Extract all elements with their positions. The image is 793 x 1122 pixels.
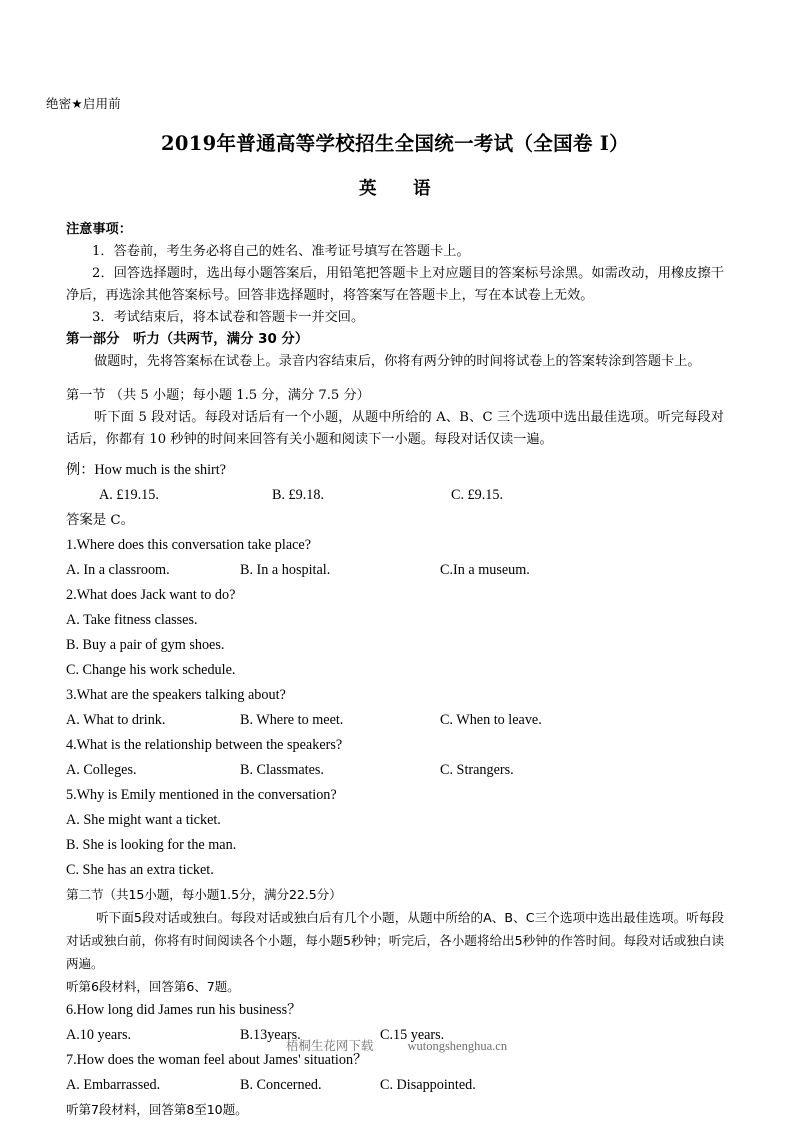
page-title: 2019年普通高等学校招生全国统一考试（全国卷 I） (161, 132, 629, 155)
notice-heading: 注意事项： (66, 222, 132, 237)
footer-label: 梧桐生花网下载 (285, 1038, 374, 1053)
question-3-option-a: A. What to drink. (66, 712, 166, 728)
question-7-stem: 7.How does the woman feel about James' situation？ (66, 1052, 368, 1068)
question-7-option-a: A. Embarrassed. (66, 1077, 161, 1093)
question-2-option-a: A. Take fitness classes. (66, 612, 198, 628)
part-one-intro: 做题时，先将答案标在试卷上。录音内容结束后，你将有两分钟的时间将试卷上的答案转涂到答题卡上。 (94, 354, 701, 369)
question-5-stem: 5.Why is Emily mentioned in the conversation? (66, 787, 337, 803)
question-5-option-b: B. She is looking for the man. (66, 837, 237, 853)
question-6-option-c: C.15 years. (380, 1027, 445, 1043)
section-two-intro: 听下面5段对话或独白。每段对话或独白后有几个小题，从题中所给的A、B、C三个选项中选出最佳选项。听每段对话或独白前，你将有时间阅读各个小题，每小题5秒钟；听完后，各小题将给出5秒钟的作答时间。每段对话或独白读两遍。 (66, 910, 724, 971)
notice-item-2 (66, 263, 724, 307)
question-7-options (66, 1073, 724, 1098)
question-1-options (66, 558, 724, 583)
question-4-stem: 4.What is the relationship between the speakers? (66, 737, 343, 753)
section-two-heading: 第二节（共15小题，每小题1.5分，满分22.5分） (66, 887, 342, 902)
example-option-a: A. £19.15. (99, 487, 159, 503)
question-1-option-c: C.In a museum. (440, 562, 530, 578)
subject-title: 英 语 (359, 179, 431, 199)
example-answer: 答案是 C。 (66, 513, 135, 528)
section-two-cue-seven: 听第7段材料，回答第8至10题。 (66, 1102, 248, 1117)
section-two-cue-six: 听第6段材料，回答第6、7题。 (66, 979, 240, 994)
question-4-options (66, 758, 724, 783)
classified-notice: 绝密★启用前 (46, 96, 121, 111)
question-4-option-a: A. Colleges. (66, 762, 137, 778)
question-3-options (66, 708, 724, 733)
question-1-stem: 1.Where does this conversation take place? (66, 537, 312, 553)
notice-item-1 (66, 241, 724, 263)
section-one-intro: 听下面 5 段对话。每段对话后有一个小题，从题中所给的 A、B、C 三个选项中选出最佳选项。听完每段对话后，你都有 10 秒钟的时间来回答有关小题和阅读下一小题。每段对话仅读一遍。 (66, 410, 724, 447)
question-1-option-b: B. In a hospital. (240, 562, 331, 578)
example-stem: 例：How much is the shirt? (66, 462, 226, 478)
page-footer (0, 1036, 793, 1054)
question-2-option-c: C. Change his work schedule. (66, 662, 236, 678)
section-one-heading: 第一节 （共 5 小题；每小题 1.5 分，满分 7.5 分） (66, 388, 370, 403)
page-content (46, 95, 724, 1121)
question-6-option-a: A.10 years. (66, 1027, 132, 1043)
question-4-option-b: B. Classmates. (240, 762, 324, 778)
footer-site: wutongshenghua.cn (407, 1039, 508, 1053)
notice-item-3-text: 3．考试结束后，将本试卷和答题卡一并交回。 (92, 310, 365, 325)
question-3-option-c: C. When to leave. (440, 712, 542, 728)
question-6-stem: 6.How long did James run his business？ (66, 1002, 302, 1018)
question-5-option-c: C. She has an extra ticket. (66, 862, 214, 878)
question-3-stem: 3.What are the speakers talking about? (66, 687, 286, 703)
question-2-option-b: B. Buy a pair of gym shoes. (66, 637, 225, 653)
question-2-stem: 2.What does Jack want to do? (66, 587, 236, 603)
example-option-b: B. £9.18. (272, 487, 325, 503)
question-4-option-c: C. Strangers. (440, 762, 514, 778)
example-option-c: C. £9.15. (451, 487, 504, 503)
notice-item-3 (66, 307, 724, 329)
spacer-before-example (66, 451, 724, 458)
notice-item-2-text: 2．回答选择题时，选出每小题答案后，用铅笔把答题卡上对应题目的答案标号涂黑。如需改动，用橡皮擦干净后，再选涂其他答案标号。回答非选择题时，将答案写在答题卡上，写在本试卷上无效。 (66, 266, 724, 303)
question-3-option-b: B. Where to meet. (240, 712, 344, 728)
spacer-before-section-one (66, 373, 724, 385)
question-6-option-b: B.13years. (240, 1027, 301, 1043)
question-7-option-b: B. Concerned. (240, 1077, 322, 1093)
question-7-option-c: C. Disappointed. (380, 1077, 476, 1093)
question-5-option-a: A. She might want a ticket. (66, 812, 221, 828)
notice-item-1-text: 1．答卷前，考生务必将自己的姓名、准考证号填写在答题卡上。 (92, 244, 470, 259)
question-1-option-a: A. In a classroom. (66, 562, 170, 578)
part-one-heading: 第一部分 听力（共两节，满分 30 分） (66, 332, 309, 347)
example-options (66, 483, 724, 508)
